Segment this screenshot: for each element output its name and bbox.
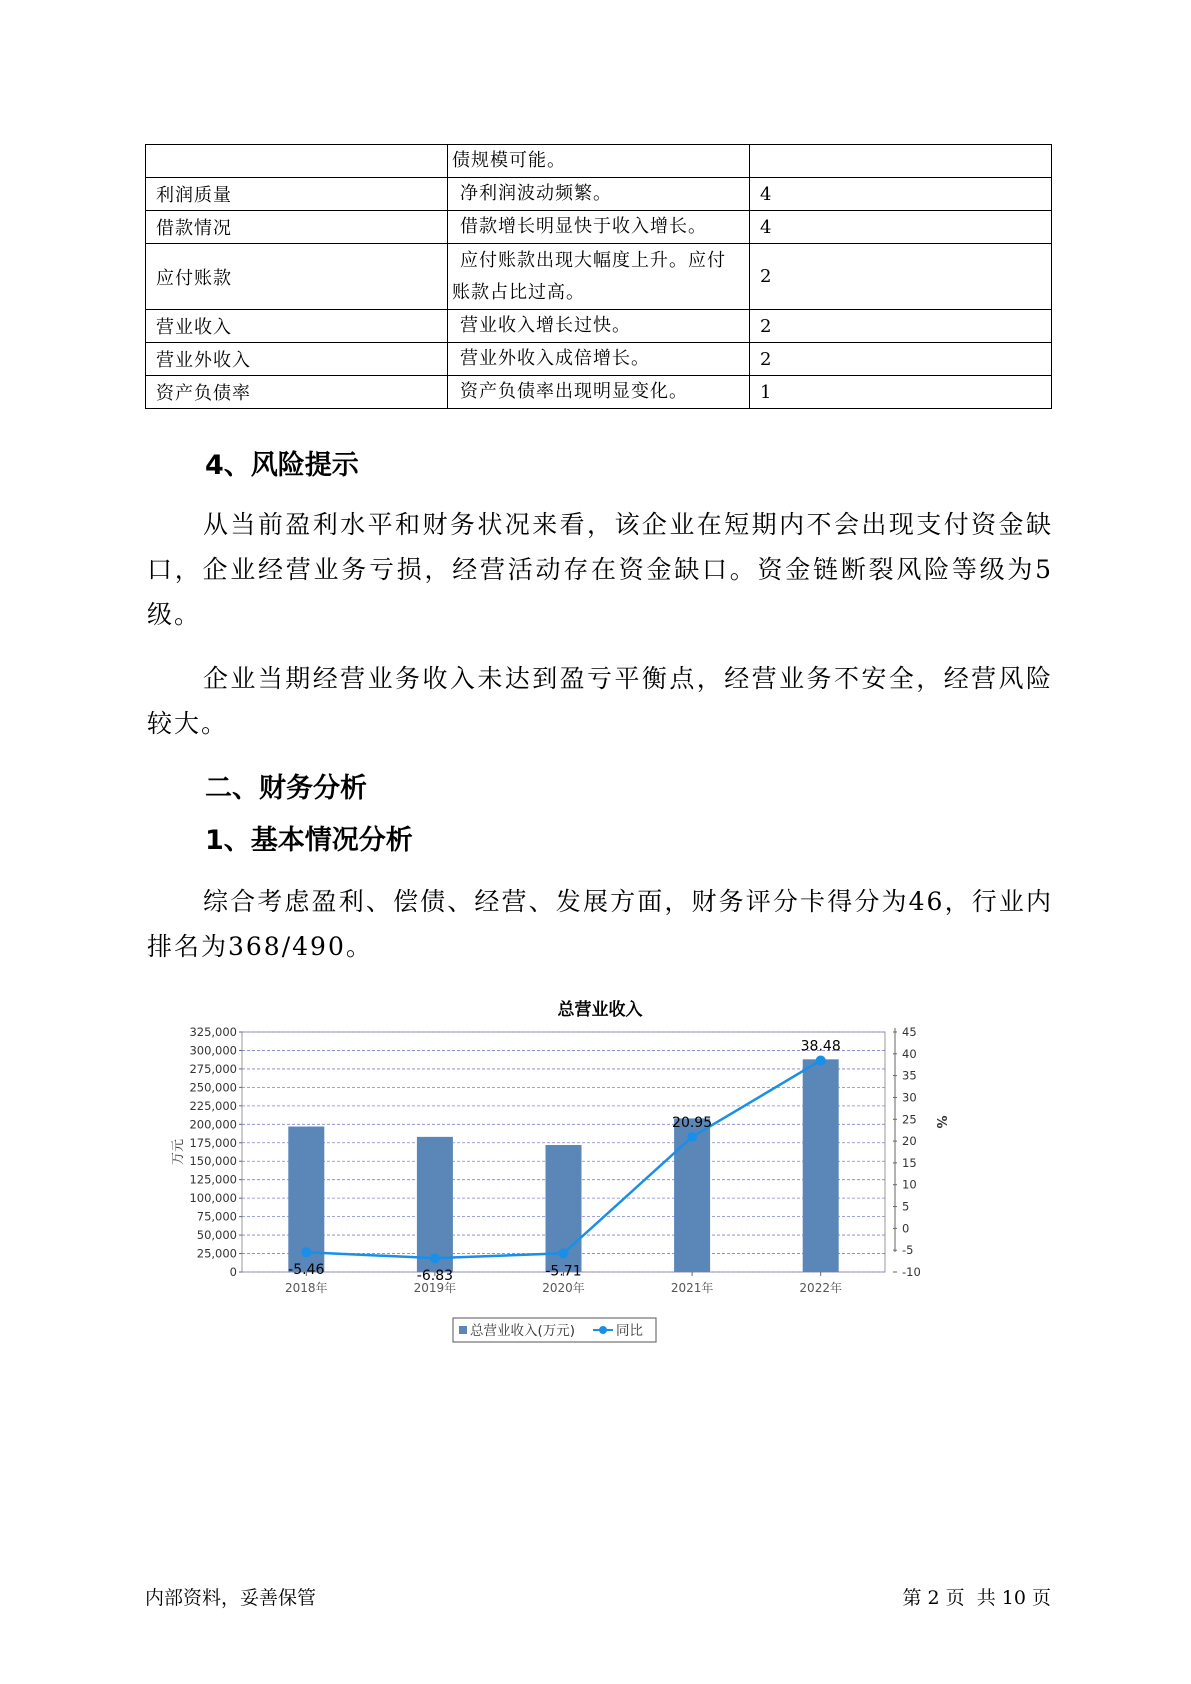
chart-title: 总营业收入 (557, 1000, 643, 1020)
table-row (146, 343, 1052, 376)
table-cell-score: 4 (750, 178, 1052, 211)
x-tick-label: 2020年 (542, 1281, 585, 1295)
table-cell-score: 2 (750, 343, 1052, 376)
y-tick-label: 325,000 (189, 1025, 237, 1039)
y-tick-label: 125,000 (189, 1172, 237, 1187)
y2-tick-label: 35 (902, 1068, 917, 1083)
y2-tick-label: -10 (902, 1265, 921, 1279)
y-tick-label: 250,000 (189, 1080, 237, 1095)
y2-tick-label: 45 (902, 1025, 917, 1039)
yoy-point (816, 1055, 826, 1065)
table-row (146, 145, 1052, 178)
y-tick-label: 75,000 (196, 1209, 237, 1224)
y-tick-label: 100,000 (189, 1191, 237, 1206)
y2-tick-label: 15 (902, 1155, 917, 1170)
x-tick-label: 2018年 (285, 1281, 328, 1295)
yoy-data-label: -5.46 (288, 1262, 325, 1279)
legend-line-label: 同比 (616, 1323, 643, 1339)
x-tick-label: 2019年 (413, 1281, 457, 1295)
table-row (146, 178, 1052, 211)
yoy-point (559, 1248, 569, 1258)
chart-legend (453, 1318, 656, 1342)
table-row (146, 211, 1052, 244)
risk-paragraph-2: 企业当期经营业务收入未达到盈亏平衡点，经营业务不安全，经营风险较大。 (147, 664, 1053, 738)
risk-indicator-table (145, 144, 1052, 409)
x-tick-label: 2021年 (670, 1281, 714, 1295)
bar (803, 1059, 839, 1272)
y-tick-label: 50,000 (196, 1228, 237, 1243)
table-cell-desc: 债规模可能。 (448, 145, 750, 178)
yoy-point (301, 1247, 311, 1257)
table-cell-item: 利润质量 (146, 178, 448, 211)
y-tick-label: 300,000 (189, 1043, 237, 1058)
basic-analysis-heading: 1、基本情况分析 (205, 825, 413, 856)
legend-bar-label: 总营业收入(万元) (470, 1323, 576, 1339)
table-cell-desc-line: 账款占比过高。 (452, 281, 585, 303)
table-row (146, 244, 1052, 310)
yoy-data-label: 20.95 (672, 1114, 713, 1131)
finance-heading: 二、财务分析 (205, 773, 367, 804)
y2-tick-label: 5 (902, 1199, 910, 1214)
table-row (146, 376, 1052, 409)
table-cell-desc: 营业外收入成倍增长。 (448, 343, 750, 376)
table-cell-desc (448, 244, 750, 310)
yoy-data-label: 38.48 (800, 1038, 841, 1055)
y2-tick-label: -5 (902, 1243, 914, 1258)
y2-tick-label: 0 (902, 1221, 910, 1236)
bar (417, 1137, 453, 1272)
y2-tick-label: 25 (902, 1112, 917, 1127)
yoy-data-label: -6.83 (416, 1268, 454, 1285)
risk-paragraph-1: 从当前盈利水平和财务状况来看，该企业在短期内不会出现支付资金缺口，企业经营业务亏损，经营活动存在资金缺口。资金链断裂风险等级为5级。 (147, 510, 1053, 629)
finance-paragraph: 综合考虑盈利、偿债、经营、发展方面，财务评分卡得分为46，行业内排名为368/490。 (147, 887, 1053, 961)
yoy-point (687, 1132, 697, 1142)
y2-tick-label: 20 (902, 1134, 917, 1149)
table-cell-desc: 借款增长明显快于收入增长。 (448, 211, 750, 244)
table-row (146, 310, 1052, 343)
legend-line-marker (599, 1326, 607, 1334)
y-tick-label: 25,000 (196, 1246, 237, 1261)
revenue-chart (170, 990, 1040, 1440)
y-tick-label: 225,000 (189, 1098, 237, 1113)
yoy-data-label: -5.71 (545, 1263, 582, 1280)
y-tick-label: 275,000 (189, 1061, 237, 1076)
table-cell-score: 1 (750, 376, 1052, 409)
y-tick-label: 175,000 (189, 1135, 237, 1150)
table-cell-desc-line: 应付账款出现大幅度上升。应付 (460, 249, 726, 271)
y-axis-label: 万元 (171, 1138, 186, 1166)
table-cell-item: 资产负债率 (146, 376, 448, 409)
legend-bar-swatch (459, 1326, 467, 1334)
table-cell-item: 营业收入 (146, 310, 448, 343)
y2-tick-label: 30 (902, 1090, 917, 1105)
table-cell-item: 营业外收入 (146, 343, 448, 376)
y-tick-label: 200,000 (189, 1117, 237, 1132)
table-cell-item (146, 145, 448, 178)
yoy-point (430, 1253, 440, 1263)
footer-confidential: 内部资料，妥善保管 (145, 1587, 317, 1609)
footer-page-number: 第 2 页 共 10 页 (902, 1587, 1051, 1609)
table-cell-desc: 净利润波动频繁。 (448, 178, 750, 211)
risk-heading: 4、风险提示 (205, 450, 359, 481)
y-tick-label: 150,000 (189, 1154, 237, 1169)
x-tick-label: 2022年 (799, 1281, 842, 1295)
y2-tick-label: 10 (902, 1177, 917, 1192)
table-cell-desc: 营业收入增长过快。 (448, 310, 750, 343)
y2-axis-label: % (933, 1115, 948, 1129)
table-cell-item: 借款情况 (146, 211, 448, 244)
table-cell-score (750, 145, 1052, 178)
table-cell-score: 2 (750, 244, 1052, 310)
table-cell-score: 2 (750, 310, 1052, 343)
table-cell-score: 4 (750, 211, 1052, 244)
table-cell-item: 应付账款 (146, 244, 448, 310)
y2-tick-label: 40 (902, 1046, 917, 1061)
y-tick-label: 0 (229, 1265, 237, 1279)
table-cell-desc: 资产负债率出现明显变化。 (448, 376, 750, 409)
